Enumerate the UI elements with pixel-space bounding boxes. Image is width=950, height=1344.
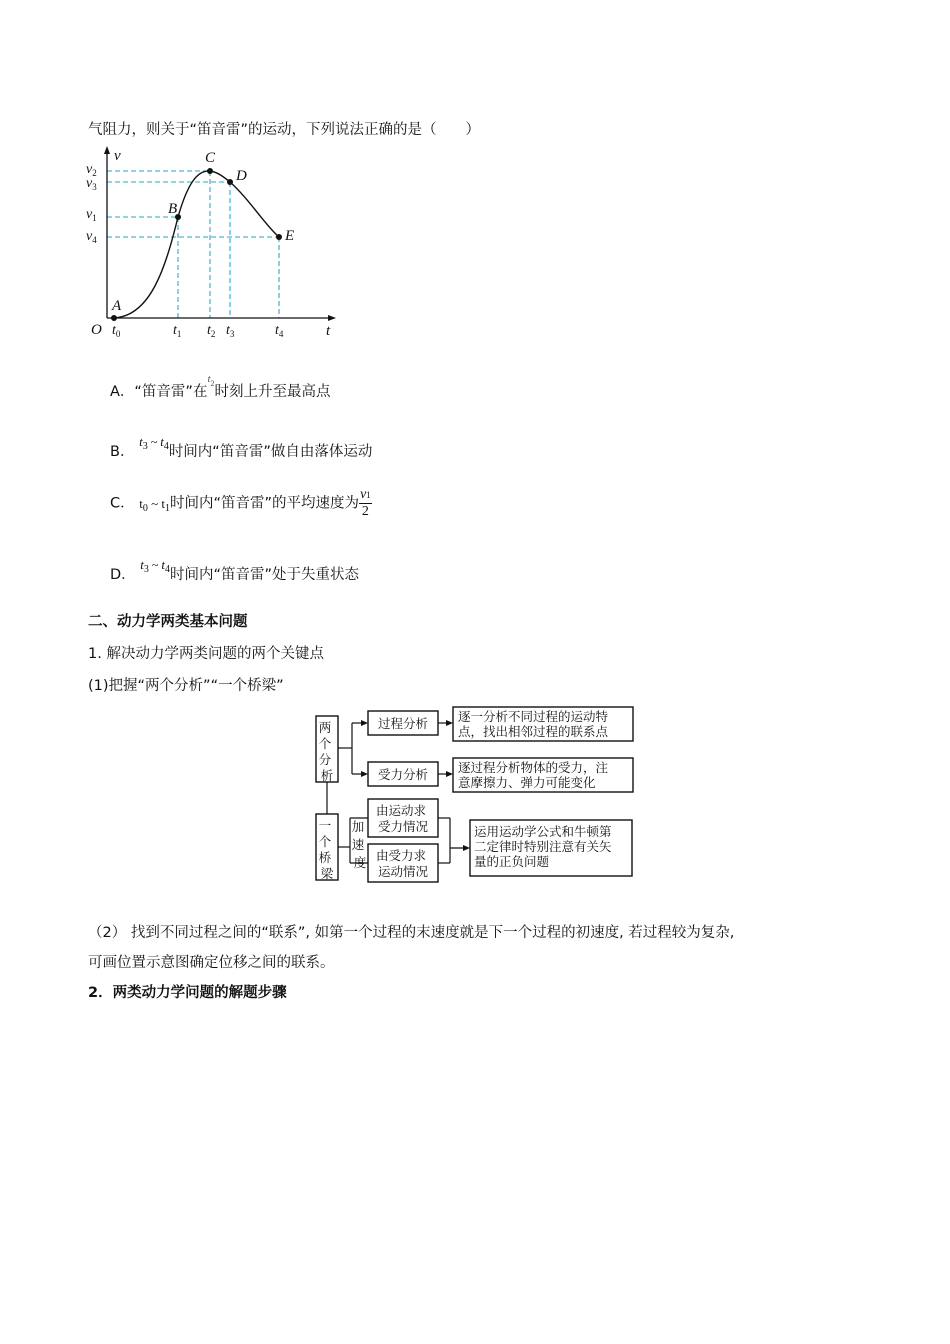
point-e bbox=[276, 234, 282, 240]
motion-to-force-box: 由运动求 受力情况 bbox=[376, 803, 429, 834]
option-b: B． $t_3$ ~ $t_4$时间内“笛音雷”做自由落体运动 bbox=[110, 434, 373, 460]
point-c bbox=[207, 168, 213, 174]
xlabel-t4: $t_4$ bbox=[275, 323, 284, 339]
bridge-desc-box: 运用运动学公式和牛顿第 二定律时特别注意有关矢 量的正负问题 bbox=[474, 824, 612, 869]
two-analysis-box: 两 个 分 析 bbox=[318, 720, 334, 783]
question-stem: 气阻力，则关于“笛音雷”的运动，下列说法正确的是（ ） bbox=[88, 122, 481, 138]
process-analysis-box: 过程分析 bbox=[377, 716, 429, 731]
origin-label: O bbox=[91, 322, 102, 338]
option-c: C． $t_0$ ~ $t_1$时间内“笛音雷”的平均速度为 $\frac{v1}{2}$ bbox=[110, 487, 371, 519]
ylabel-v1: $v_1$ bbox=[86, 207, 97, 223]
label-c: C bbox=[205, 150, 216, 166]
vt-graph bbox=[80, 140, 350, 350]
item-2: 2．两类动力学问题的解题步骤 bbox=[88, 985, 287, 1001]
xlabel-t0: $t_0$ bbox=[112, 323, 121, 339]
xlabel-t1: $t_1$ bbox=[173, 323, 182, 339]
ylabel-v3: $v_3$ bbox=[86, 176, 97, 192]
acceleration-label: 加 速 度 bbox=[351, 819, 367, 870]
one-bridge-box: 一 个 桥 梁 bbox=[318, 818, 334, 881]
point-a bbox=[111, 315, 117, 321]
point-d bbox=[227, 179, 233, 185]
xlabel-t2: $t_2$ bbox=[207, 323, 216, 339]
item-1-1: (1)把握“两个分析”“一个桥梁” bbox=[88, 678, 284, 694]
section-heading: 二、动力学两类基本问题 bbox=[88, 614, 248, 630]
label-a: A bbox=[112, 298, 122, 314]
force-desc-box: 逐过程分析物体的受力，注 意摩擦力、弹力可能变化 bbox=[458, 760, 609, 790]
force-analysis-box: 受力分析 bbox=[377, 767, 429, 782]
item-1-2-line2: 可画位置示意图确定位移之间的联系。 bbox=[88, 955, 335, 971]
option-d: D． $t_3$ ~ $t_4$时间内“笛音雷”处于失重状态 bbox=[110, 557, 360, 583]
label-d: D bbox=[236, 168, 247, 184]
xlabel-t3: $t_3$ bbox=[226, 323, 235, 339]
axis-x-label: t bbox=[326, 323, 331, 339]
label-e: E bbox=[285, 228, 295, 244]
label-b: B bbox=[168, 201, 178, 217]
fraction-v1-over-2: $\frac{v1}{2}$ bbox=[360, 487, 371, 519]
axis-y-label: v bbox=[114, 148, 121, 164]
item-1-2-line1: （2） 找到不同过程之间的“联系”, 如第一个过程的末速度就是下一个过程的初速度, 若过程较为复杂, bbox=[88, 925, 735, 941]
process-desc-box: 逐一分析不同过程的运动特 点，找出相邻过程的联系点 bbox=[458, 709, 609, 739]
item-1: 1. 解决动力学两类问题的两个关键点 bbox=[88, 646, 324, 662]
ylabel-v2: $v_2$ bbox=[86, 162, 97, 178]
ylabel-v4: $v_4$ bbox=[86, 229, 97, 245]
force-to-motion-box: 由受力求 运动情况 bbox=[376, 848, 429, 879]
flowchart bbox=[310, 703, 640, 885]
option-a: A．“笛音雷”在$^{t2}$时刻上升至最高点 bbox=[110, 373, 331, 400]
